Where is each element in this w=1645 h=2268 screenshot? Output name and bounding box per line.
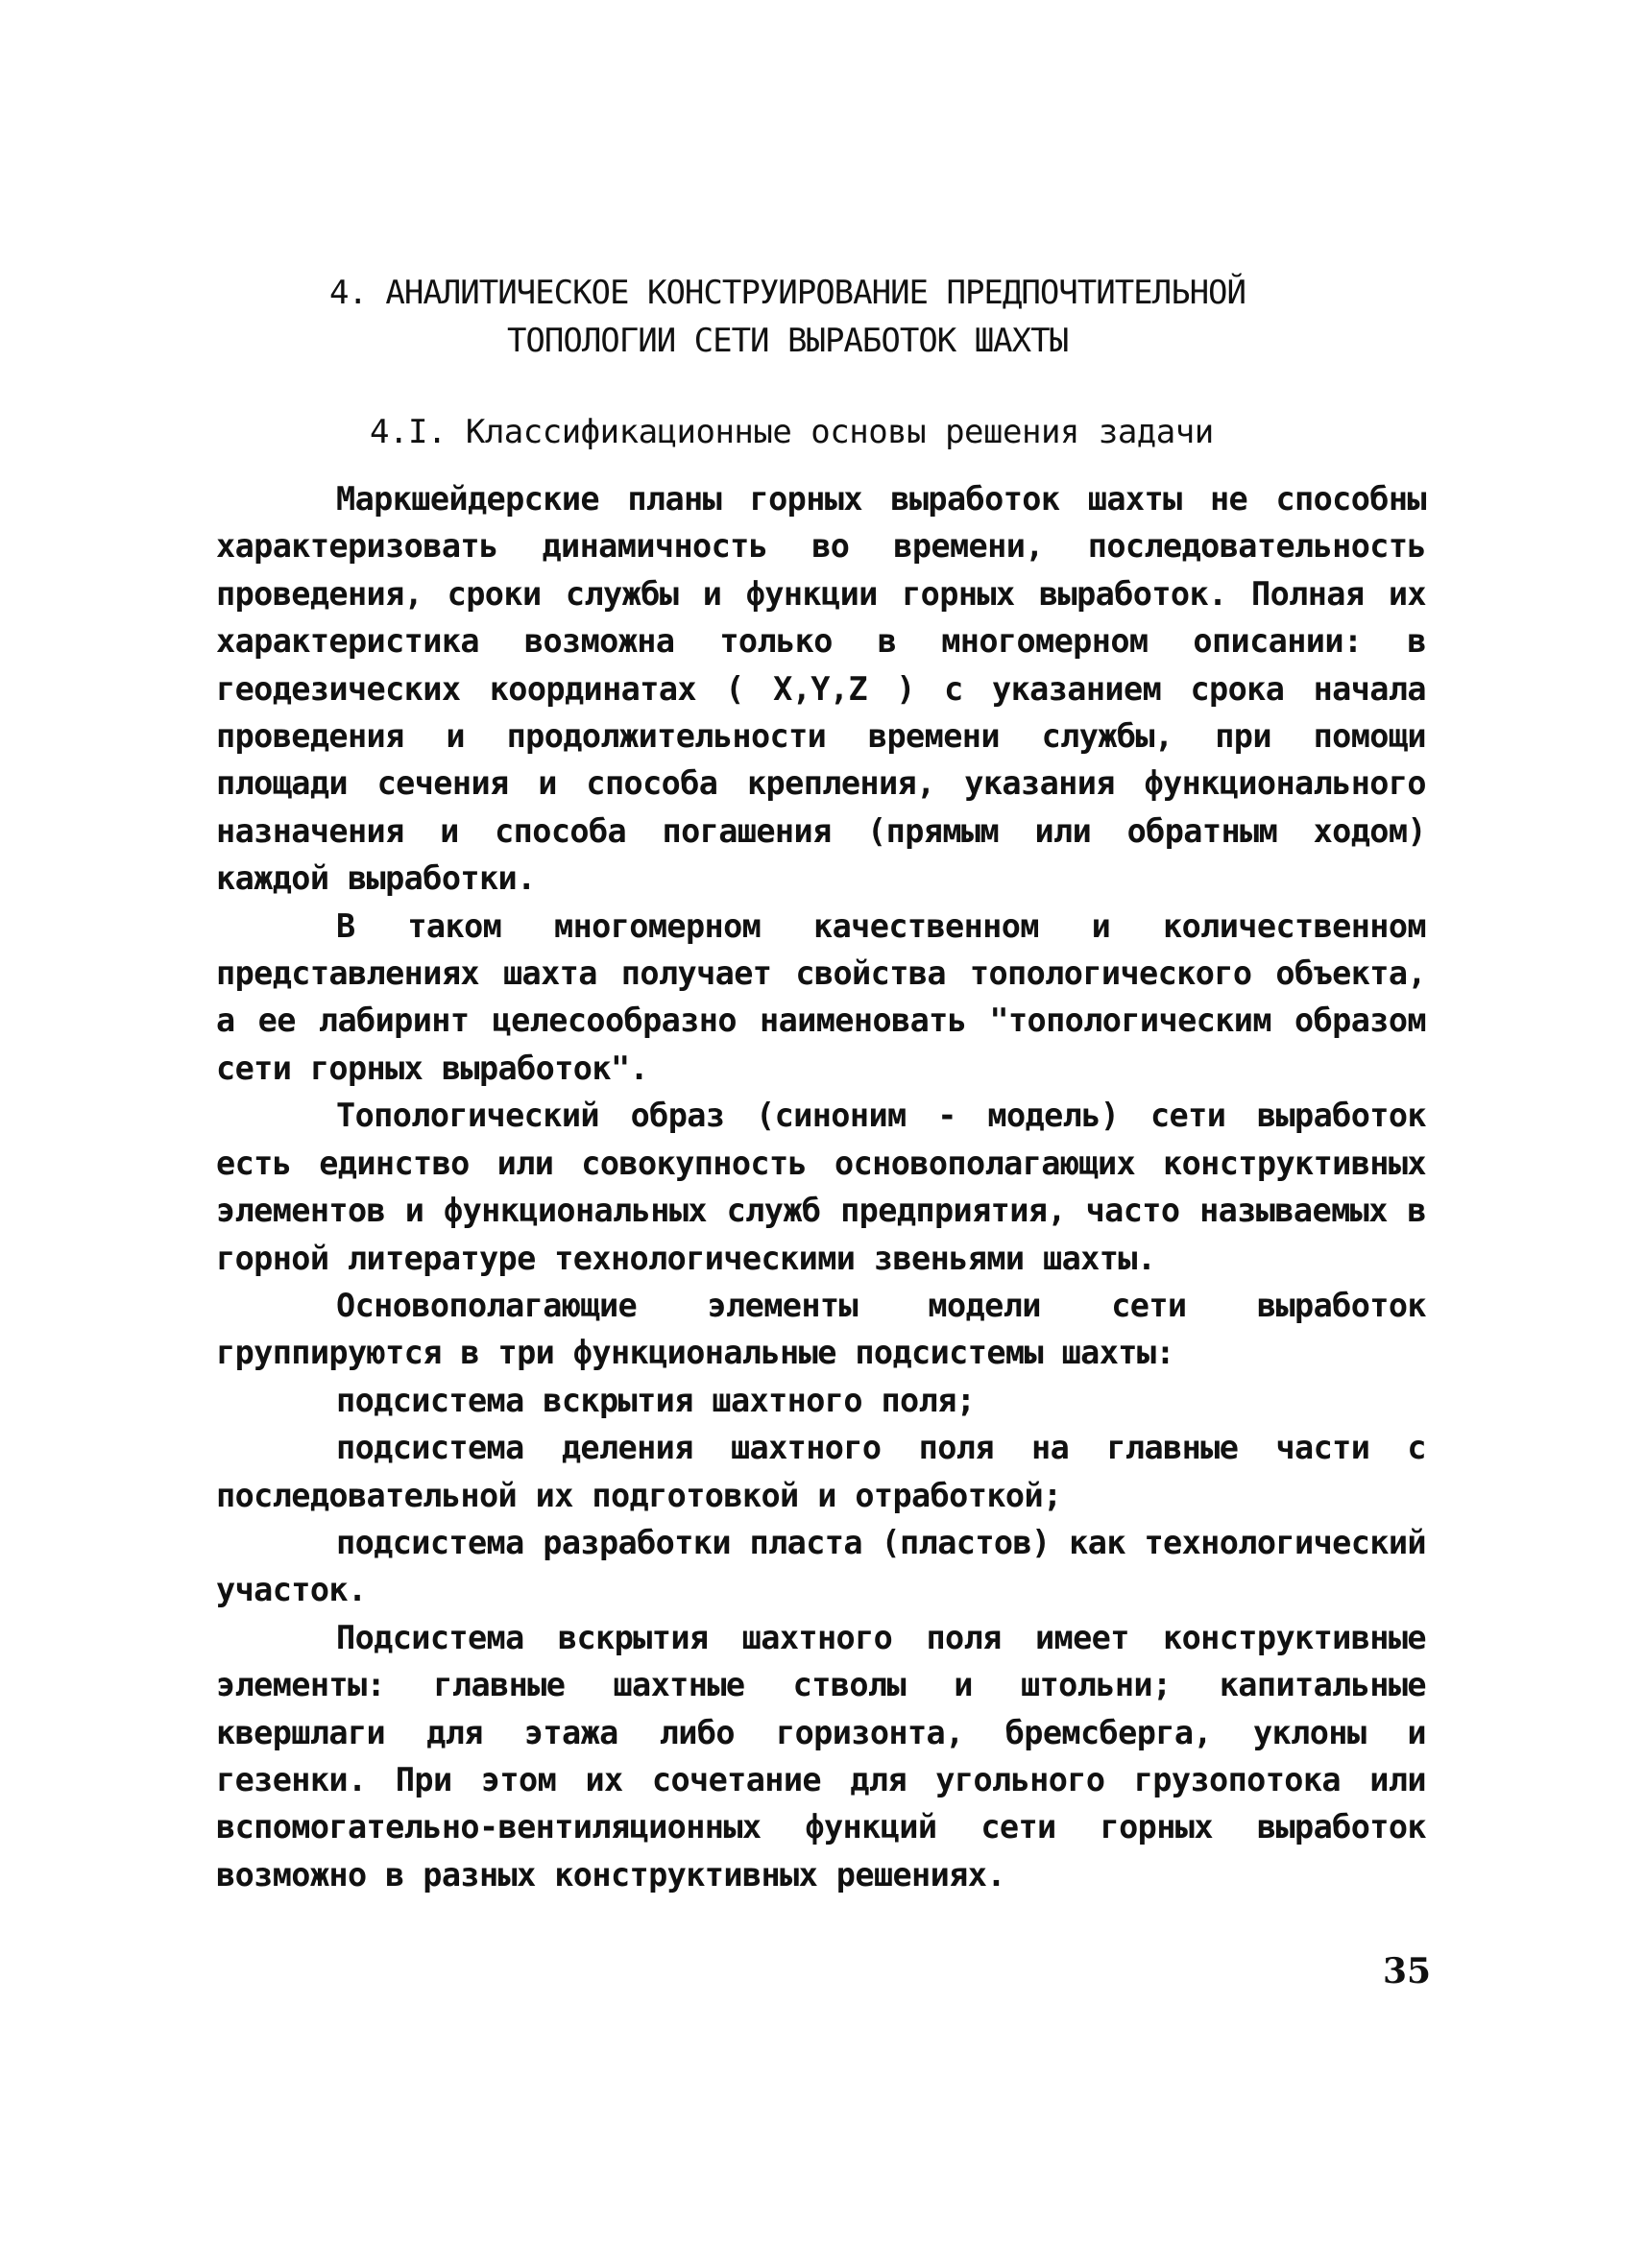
chapter-heading-line-1: 4. АНАЛИТИЧЕСКОЕ КОНСТРУИРОВАНИЕ ПРЕДПОЧТИТЕЛЬНОЙ [328, 274, 1246, 312]
page-number: 35 [1383, 1951, 1432, 1991]
body-text [216, 475, 1426, 1898]
chapter-heading-line-2: ТОПОЛОГИИ СЕТИ ВЫРАБОТОК ШАХТЫ [506, 322, 1069, 360]
list-item: подсистема деления шахтного поля на главные части с последовательной их подготовкой и отработкой; [216, 1429, 1426, 1514]
list-item: подсистема разработки пласта (пластов) как технологический участок. [216, 1523, 1426, 1609]
chapter-heading [211, 269, 1364, 365]
paragraph: Маркшейдерские планы горных выработок шахты не способны характеризовать динамичность во времени, последовательность проведения, сроки службы и функции горных выработок. Полная их характеристика возможна только в многомерном описании: в геодезических координатах ( X,Y,Z ) с указанием срока начала проведения и продолжительности времени службы, при помощи площади сечения и способа крепления, указания функционального назначения и способа погашения (прямым или обратным ходом) каждой выработки. [216, 480, 1426, 898]
paragraph: В таком многомерном качественном и количественном представлениях шахта получает свойства топологического объекта, а ее лабиринт целесообразно наименовать "топологическим образом сети горных выработок". [216, 906, 1426, 1087]
paragraph: Основополагающие элементы модели сети выработок группируются в три функциональные подсистемы шахты: [216, 1286, 1426, 1372]
paragraph: Подсистема вскрытия шахтного поля имеет конструктивные элементы: главные шахтные стволы и штольни; капитальные квершлаги для этажа либо горизонта, бремсберга, уклоны и гезенки. При этом их сочетание для угольного грузопотока или вспомогательно-вентиляционных функций сети горных выработок возможно в разных конструктивных решениях. [216, 1618, 1426, 1894]
paragraph: Топологический образ (синоним - модель) сети выработок есть единство или совокупность основополагающих конструктивных элементов и функциональных служб предприятия, часто называемых в горной литературе технологическими звеньями шахты. [216, 1097, 1426, 1277]
list-item: подсистема вскрытия шахтного поля; [336, 1381, 976, 1419]
section-heading: 4.I. Классификационные основы решения задачи [370, 413, 1214, 451]
